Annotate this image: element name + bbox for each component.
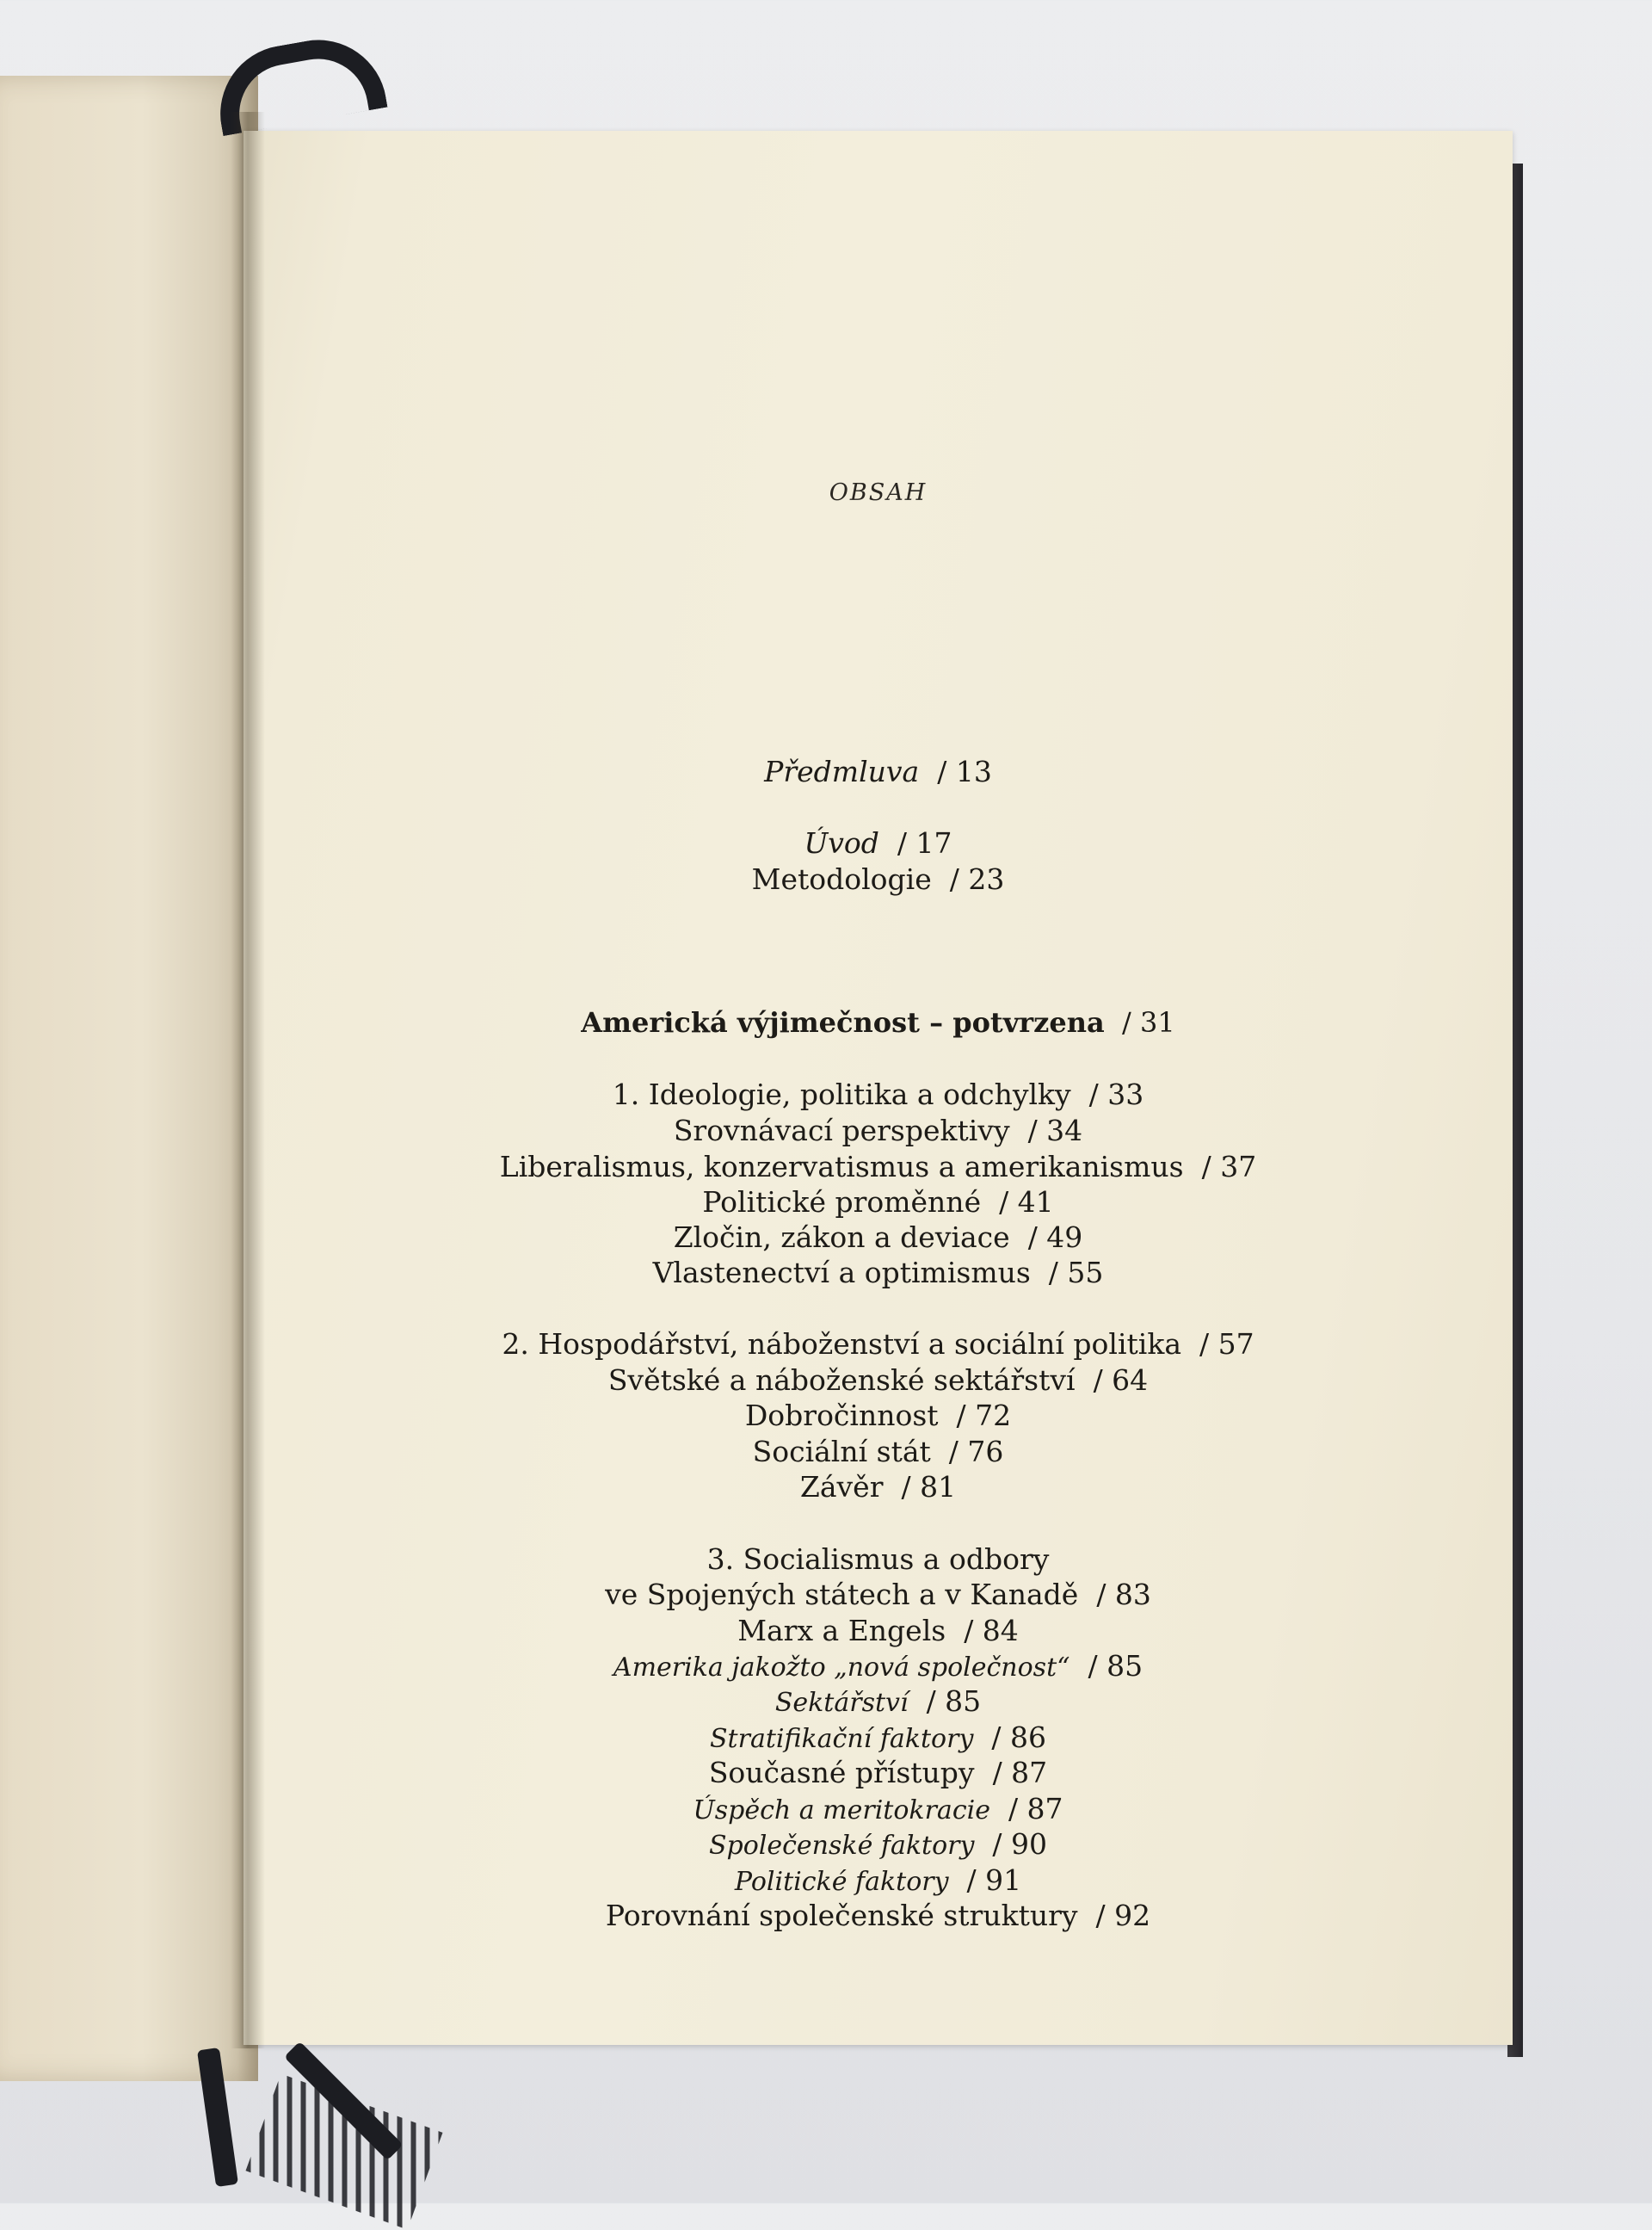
toc-entry-title: Srovnávací perspektivy xyxy=(673,1114,1010,1147)
toc-entry-page: / 84 xyxy=(964,1614,1019,1647)
toc-entry-title: Amerika jakožto „nová společnost“ xyxy=(613,1652,1070,1683)
toc-entry-title: Metodologie xyxy=(751,862,932,896)
toc-entry-title: 2. Hospodářství, náboženství a sociální politika xyxy=(502,1327,1181,1361)
toc-entry-title: ve Spojených státech a v Kanadě xyxy=(605,1578,1079,1611)
toc-entry xyxy=(243,1899,1513,1933)
toc-entry xyxy=(243,1827,1513,1863)
toc-entry-page: / 90 xyxy=(992,1827,1048,1861)
toc-entry-title: Sektářství xyxy=(774,1688,909,1718)
toc-entry-page: / 92 xyxy=(1095,1899,1151,1932)
toc-entry-title: Předmluva xyxy=(764,755,920,788)
toc-entry xyxy=(243,1435,1513,1469)
toc-heading: OBSAH xyxy=(829,479,928,506)
toc-entry-page: / 57 xyxy=(1199,1327,1254,1361)
toc-entry xyxy=(243,1114,1513,1148)
toc-entry-title: Společenské faktory xyxy=(708,1831,975,1861)
toc-entry-page: / 72 xyxy=(956,1399,1012,1432)
toc-entry-title: 1. Ideologie, politika a odchylky xyxy=(612,1078,1071,1111)
toc-entry-page: / 81 xyxy=(901,1470,957,1504)
toc-entry-page: / 23 xyxy=(949,862,1005,896)
toc-entry xyxy=(243,1684,1513,1720)
toc-entry xyxy=(243,1005,1513,1040)
toc-entry xyxy=(243,1470,1513,1504)
toc-entry xyxy=(243,1220,1513,1255)
toc-entry xyxy=(243,1363,1513,1398)
toc-entry-page: / 55 xyxy=(1048,1256,1104,1289)
toc-entry-title: Porovnání společenské struktury xyxy=(605,1899,1078,1932)
spine-shadow xyxy=(231,112,265,2048)
left-page xyxy=(0,76,258,2081)
toc-entry xyxy=(243,1756,1513,1790)
toc-entry-title: Závěr xyxy=(799,1470,884,1504)
toc-entry-page: / 85 xyxy=(1088,1649,1143,1683)
toc-entry-page: / 86 xyxy=(991,1720,1046,1754)
toc-entry-title: Světské a náboženské sektářství xyxy=(607,1363,1076,1397)
toc-entry-page: / 37 xyxy=(1201,1150,1257,1183)
toc-entry-title: Vlastenectví a optimismus xyxy=(652,1256,1031,1289)
toc-entry-page: / 85 xyxy=(926,1684,982,1718)
toc-entry-page: / 91 xyxy=(966,1863,1022,1897)
toc-entry-page: / 87 xyxy=(1008,1792,1063,1825)
toc-entry-title: Stratifikační faktory xyxy=(710,1724,974,1754)
toc-entry xyxy=(243,1720,1513,1757)
toc-entry-title: Americká výjimečnost – potvrzena xyxy=(581,1006,1105,1039)
toc-entry xyxy=(243,1185,1513,1220)
toc-entry xyxy=(243,1792,1513,1828)
toc-entry xyxy=(243,1578,1513,1612)
toc-entry xyxy=(243,1649,1513,1685)
toc-entry xyxy=(243,1542,1513,1577)
right-page xyxy=(243,131,1513,2045)
toc-entry-page: / 49 xyxy=(1027,1220,1083,1254)
toc-entry-title: Současné přístupy xyxy=(708,1756,975,1789)
toc-entry xyxy=(243,826,1513,861)
toc-entry-title: Liberalismus, konzervatismus a amerikanismus xyxy=(499,1150,1184,1183)
toc-entry xyxy=(243,1399,1513,1433)
toc-entry xyxy=(243,1078,1513,1112)
toc-entry xyxy=(243,1327,1513,1362)
toc-entry-title: Zločin, zákon a deviace xyxy=(673,1220,1010,1254)
toc-entry xyxy=(243,1150,1513,1184)
toc-entry xyxy=(243,1256,1513,1290)
toc-entry-page: / 31 xyxy=(1122,1006,1175,1039)
toc-entry-page: / 17 xyxy=(897,826,952,860)
bookmark-ribbon-fringe xyxy=(246,2073,443,2229)
toc-entry-title: Politické proměnné xyxy=(702,1185,982,1219)
toc-entry-title: Politické faktory xyxy=(734,1867,949,1897)
toc-entry-page: / 13 xyxy=(937,755,992,788)
toc-entry xyxy=(243,755,1513,789)
toc-entry-title: Sociální stát xyxy=(752,1435,931,1468)
toc-entry-title: Úspěch a meritokracie xyxy=(693,1795,990,1825)
toc-entry-page: / 41 xyxy=(999,1185,1054,1219)
toc-entry-page: / 87 xyxy=(992,1756,1048,1789)
toc-entry xyxy=(243,1614,1513,1648)
toc-entry xyxy=(243,862,1513,897)
toc-entry-page: / 76 xyxy=(948,1435,1004,1468)
toc-entry-page: / 33 xyxy=(1088,1078,1144,1111)
toc-entry-page: / 83 xyxy=(1096,1578,1151,1611)
toc-entry-title: Dobročinnost xyxy=(744,1399,939,1432)
toc-entry-title: Úvod xyxy=(804,826,879,860)
toc-entry-title: Marx a Engels xyxy=(737,1614,946,1647)
toc-entry-title: 3. Socialismus a odbory xyxy=(706,1542,1050,1576)
toc-entry xyxy=(243,1863,1513,1900)
toc-entry-page: / 64 xyxy=(1093,1363,1149,1397)
toc-entry-page: / 34 xyxy=(1027,1114,1083,1147)
